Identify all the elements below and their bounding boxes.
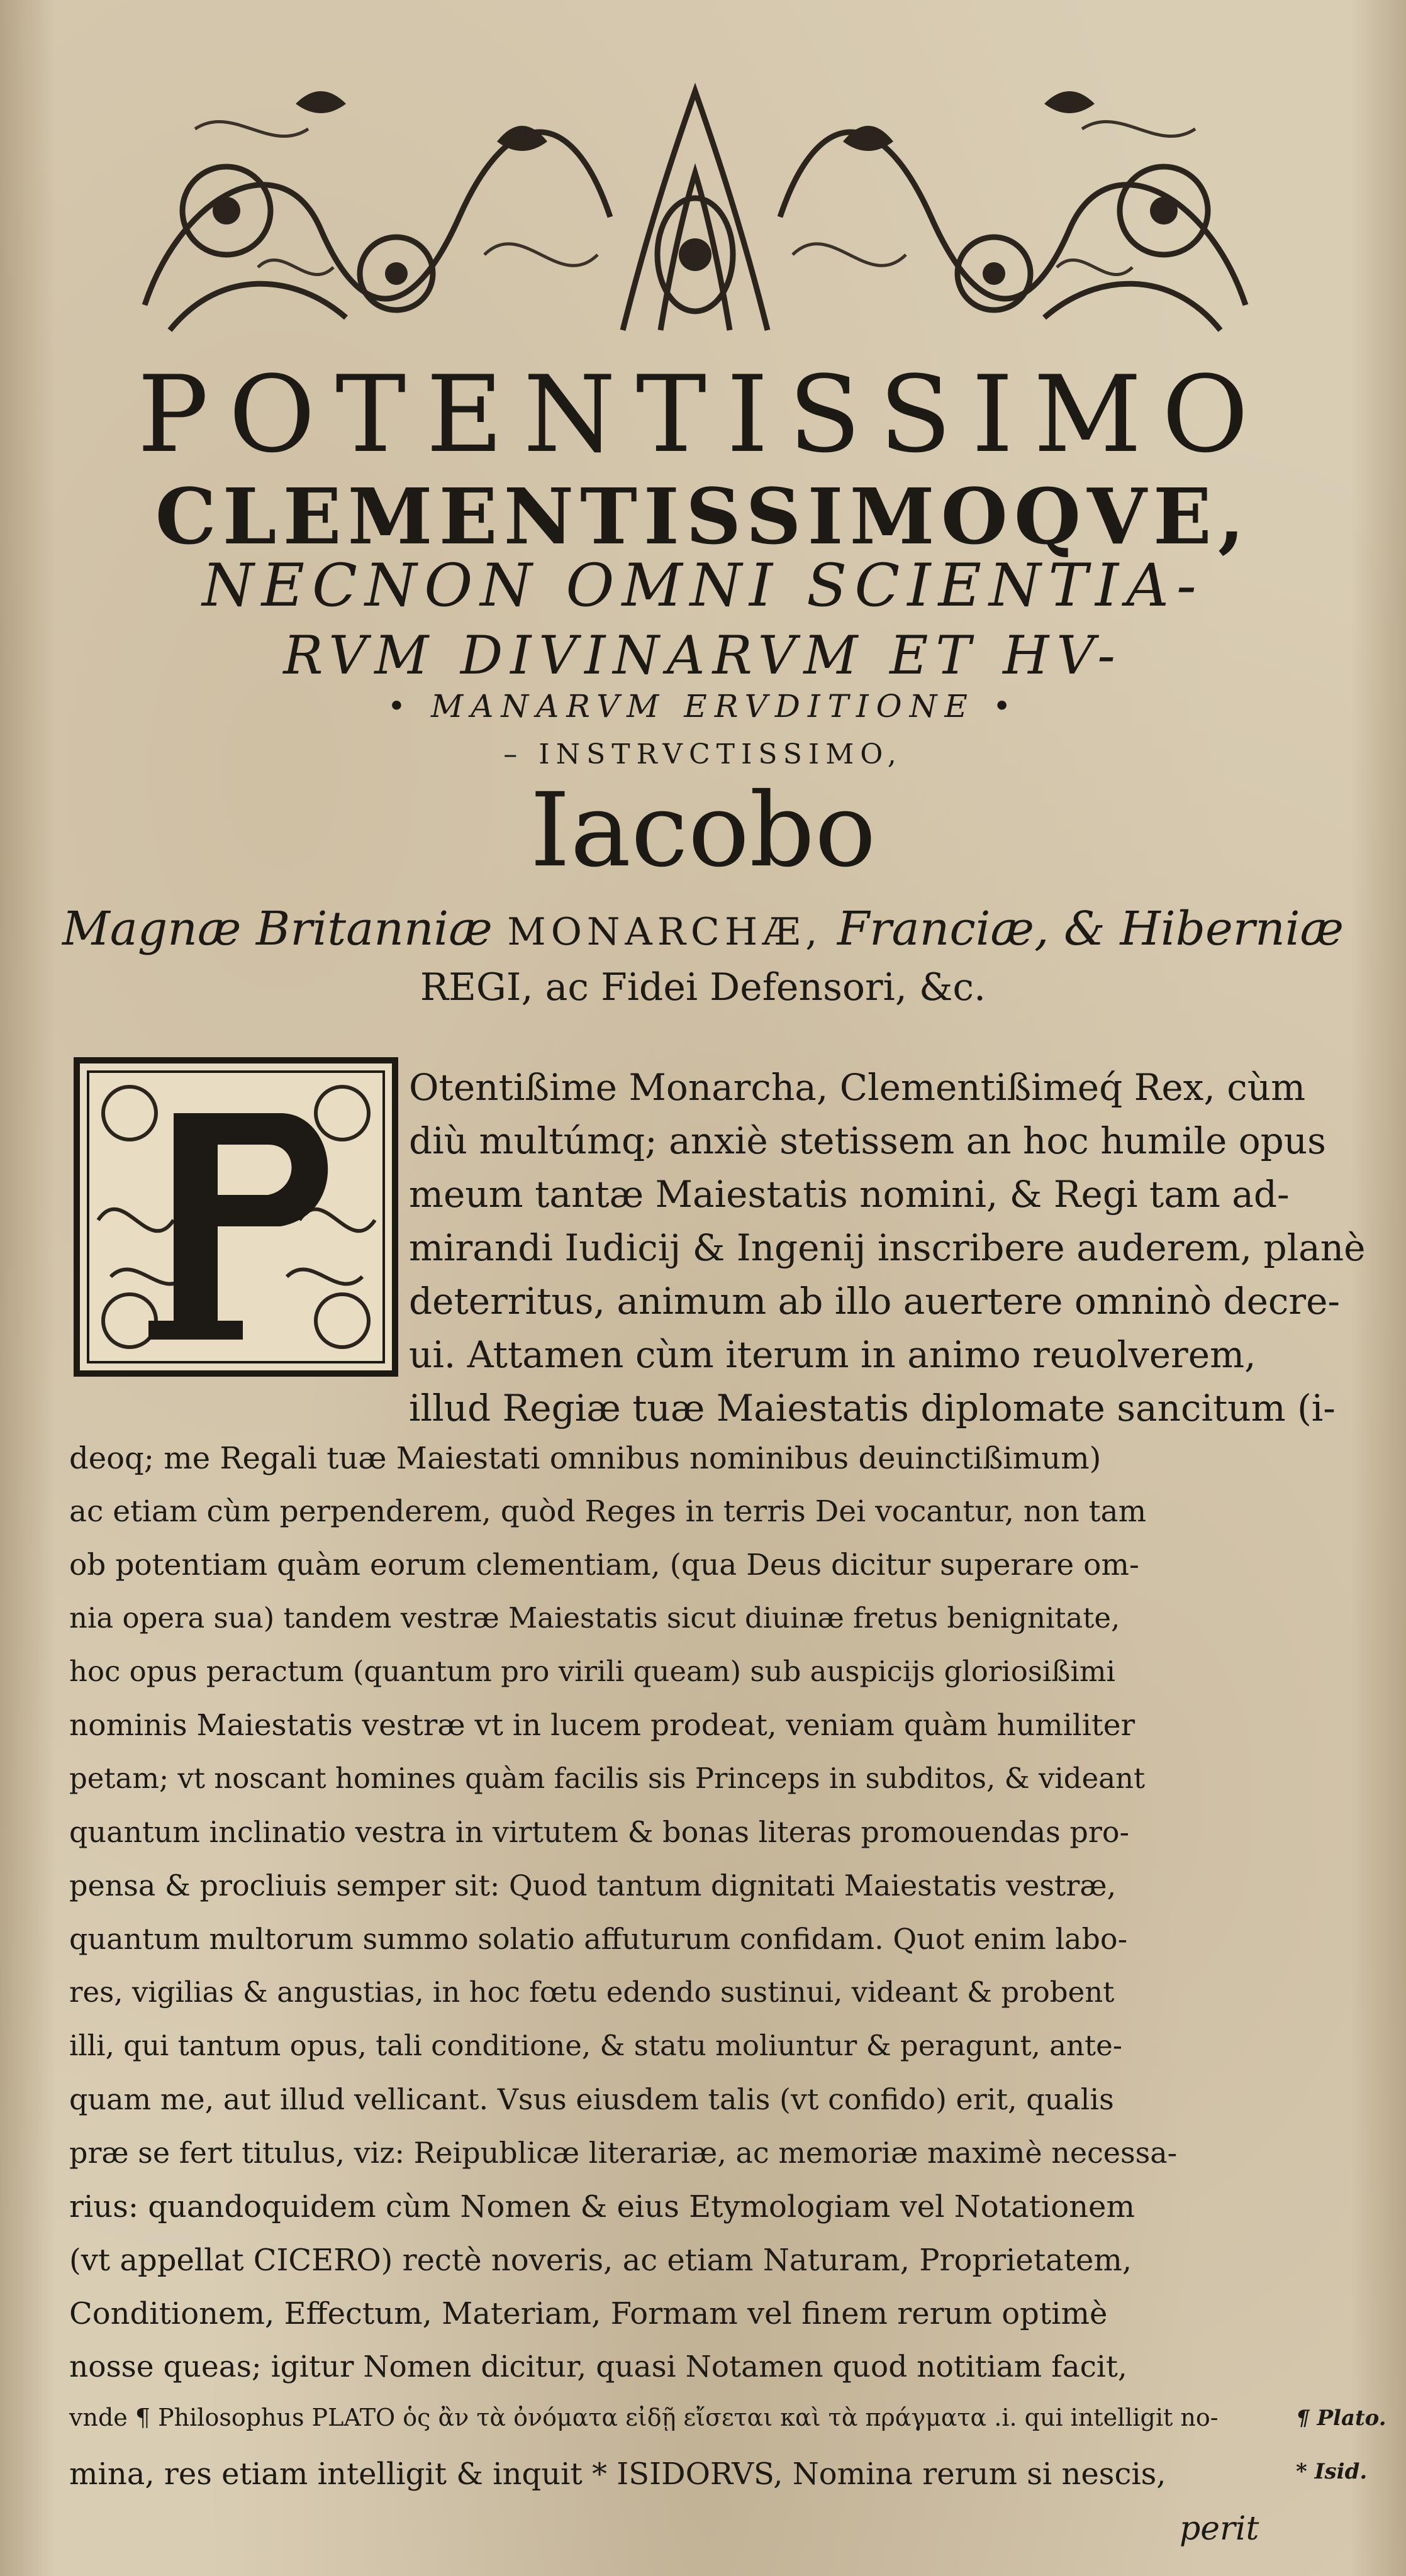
body-line-22: rius: quandoquidem cùm Nomen & eius Etymologiam vel Notationem — [69, 2189, 1135, 2224]
ornament-right: • — [992, 688, 1019, 724]
dedication-line-2: REGI, ac Fidei Defensori, &c. — [420, 965, 986, 1009]
decorated-initial-p — [73, 1057, 399, 1377]
body-line-16: pensa & procliuis semper sit: Quod tantum dignitati Maiestatis vestræ, — [69, 1868, 1117, 1902]
body-line-3: meum tantæ Maiestatis nomini, & Regi tam ad- — [409, 1173, 1290, 1216]
title-line-2: CLEMENTISSIMOQVE, — [155, 471, 1251, 562]
body-line-27: mina, res etiam intelligit & inquit * ISIDORVS, Nomina rerum si nescis, — [69, 2457, 1166, 2492]
body-line-11: nia opera sua) tandem vestræ Maiestatis sicut diuinæ fretus benignitate, — [69, 1601, 1120, 1635]
dedication-part-a: Magnæ Britanniæ — [62, 902, 493, 956]
dedication-part-b: MONARCHÆ, — [507, 910, 823, 954]
body-line-23: (vt appellat CICERO) rectè noveris, ac etiam Naturam, Proprietatem, — [69, 2243, 1132, 2278]
title-line-4: RVM DIVINARVM ET HV- — [283, 625, 1123, 686]
body-line-18: res, vigilias & angustias, in hoc fœtu edendo sustinui, videant & probent — [69, 1975, 1115, 2009]
dedication-part-c: Franciæ, & Hiberniæ — [837, 902, 1344, 956]
body-line-19: illi, qui tantum opus, tali conditione, & statu moliuntur & peragunt, ante- — [69, 2029, 1122, 2062]
ornament-dash: – — [503, 738, 524, 770]
body-line-21: præ se fert titulus, viz: Reipublicæ literariæ, ac memoriæ maximè necessa- — [69, 2136, 1178, 2170]
body-line-15: quantum inclinatio vestra in virtutem & bonas literas promouendas pro- — [69, 1815, 1130, 1849]
body-line-9: ac etiam cùm perpenderem, quòd Reges in terris Dei vocantur, non tam — [69, 1494, 1147, 1529]
ornament-left: • — [387, 688, 414, 724]
body-line-8: deoq; me Regali tuæ Maiestati omnibus nominibus deuinctißimum) — [69, 1441, 1102, 1476]
title-line-1: POTENTISSIMO — [137, 353, 1269, 476]
body-line-24: Conditionem, Effectum, Materiam, Formam vel finem rerum optimè — [69, 2296, 1108, 2331]
title-line-5 — [0, 688, 1406, 724]
body-line-14: petam; vt noscant homines quàm facilis sis Princeps in subditos, & videant — [69, 1762, 1146, 1795]
body-line-7: illud Regiæ tuæ Maiestatis diplomate sancitum (i- — [409, 1387, 1336, 1430]
title-line-6 — [0, 738, 1406, 770]
dedicatee-name: Iacobo — [530, 772, 876, 890]
title-line-5-text: MANARVM ERVDITIONE — [431, 688, 975, 724]
body-line-2: diù multúmq; anxiè stetissem an hoc humile opus — [409, 1119, 1326, 1162]
decorative-headpiece — [132, 66, 1258, 352]
dedication-line-1 — [0, 902, 1406, 956]
body-line-5: deterritus, animum ab illo auertere omninò decre- — [409, 1280, 1341, 1323]
margin-note-isidore: * Isid. — [1296, 2459, 1368, 2484]
body-line-17: quantum multorum summo solatio affuturum confidam. Quot enim labo- — [69, 1922, 1128, 1956]
body-line-10: ob potentiam quàm eorum clementiam, (qua Deus dicitur superare om- — [69, 1548, 1139, 1582]
body-line-4: mirandi Iudicij & Ingenij inscribere auderem, planè — [409, 1226, 1366, 1269]
title-line-3: NECNON OMNI SCIENTIA- — [202, 552, 1204, 620]
catchword: perit — [1180, 2510, 1259, 2548]
body-line-6: ui. Attamen cùm iterum in animo reuolverem, — [409, 1333, 1256, 1376]
body-line-25: nosse queas; igitur Nomen dicitur, quasi Notamen quod notitiam facit, — [69, 2350, 1127, 2384]
body-line-1: Otentißime Monarcha, Clementißimeq́ Rex, cùm — [409, 1066, 1306, 1109]
body-line-13: nominis Maiestatis vestræ vt in lucem prodeat, veniam quàm humiliter — [69, 1708, 1135, 1743]
title-line-6-text: INSTRVCTISSIMO, — [538, 738, 903, 770]
body-line-12: hoc opus peractum (quantum pro virili queam) sub auspicijs gloriosißimi — [69, 1655, 1115, 1688]
margin-note-plato: ¶ Plato. — [1296, 2406, 1386, 2431]
body-line-20: quam me, aut illud vellicant. Vsus eiusdem talis (vt confido) erit, qualis — [69, 2082, 1114, 2116]
body-line-26: vnde ¶ Philosophus PLATO ὁς ἂν τὰ ὀνόματα εἰδῇ εἴσεται καὶ τὰ πράγματα .i. qui intelligit no- — [69, 2404, 1219, 2431]
